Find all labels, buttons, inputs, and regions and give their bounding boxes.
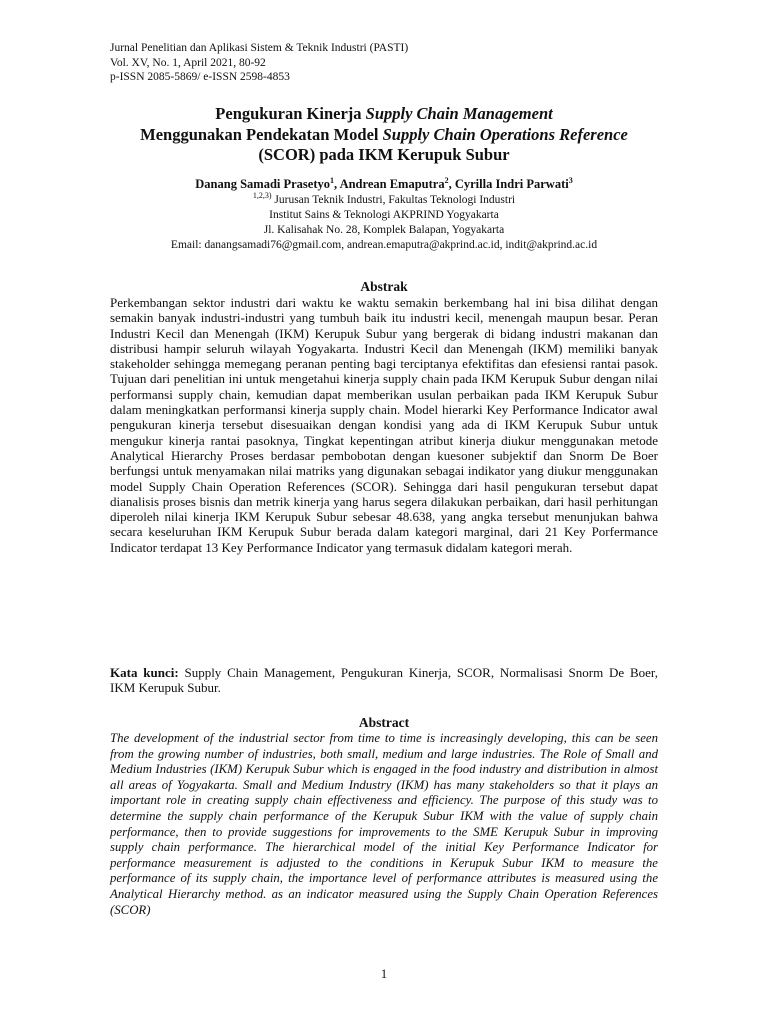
journal-issn: p-ISSN 2085-5869/ e-ISSN 2598-4853 <box>110 71 290 83</box>
affiliation-block <box>80 193 688 253</box>
paper-title <box>80 104 688 166</box>
keywords-text: Supply Chain Management, Pengukuran Kinerja, SCOR, Normalisasi Snorm De Boer, IKM Kerupuk Subur. <box>110 665 658 696</box>
author-emails: Email: danangsamadi76@gmail.com, andrean.emaputra@akprind.ac.id, indit@akprind.ac.id <box>170 239 598 251</box>
abstract-body: The development of the industrial sector from time to time is increasingly developing, this can be seen from the growing number of industries, both small, medium and large industries. The Role of Small and Medium Industries (IKM) Kerupuk Subur which is engaged in the food industry and distribution in almost all areas of Yogyakarta. Small and Medium Industry (IKM) has many stakeholders so that it plays an important role in creating supply chain effectiveness and efficiency. The purpose of this study was to determine the supply chain performance of the Kerupuk Subur IKM with the value of supply chain performance, then to provide suggestions for improvements to the SME Kerupuk Subur in improving supply chain performance. The hierarchical model of the initial Key Performance Indicator for performance measurement is adjusted to the conditions in Kerupuk Subur IKM to measure the performance of its supply chain, the importance level of performance attributes is measured using the Analytical Hierarchy method. as an indicator measured using the Supply Chain Operation References (SCOR) <box>110 731 658 917</box>
title-line-3: (SCOR) pada IKM Kerupuk Subur <box>258 145 510 164</box>
author-2: Andrean Emaputra <box>339 177 445 191</box>
keywords-label: Kata kunci: <box>110 665 179 680</box>
journal-volume: Vol. XV, No. 1, April 2021, 80-92 <box>110 56 266 69</box>
title-line-2: Menggunakan Pendekatan Model Supply Chain Operations Reference <box>140 124 628 144</box>
abstrak-heading: Abstrak <box>360 279 408 294</box>
author-3: Cyrilla Indri Parwati <box>454 177 569 191</box>
abstract-heading: Abstract <box>358 715 410 730</box>
author-list: Danang Samadi Prasetyo$^1$, Andrean Emaputra$^2$, Cyrilla Indri Parwati$^3$ <box>195 176 573 191</box>
author-1: Danang Samadi Prasetyo <box>195 177 331 191</box>
journal-header <box>110 41 408 85</box>
affiliation-institute: Institut Sains & Teknologi AKPRIND Yogyakarta <box>269 209 499 221</box>
abstrak-body: Perkembangan sektor industri dari waktu ke waktu semakin berkembang hal ini bisa dilihat dengan semakin banyak industri-industri yang tumbuh baik itu industri kecil, menengah maupun besar. Peran Industri Kecil dan Menengah (IKM) Kerupuk Subur yang bergerak di bidang industri makanan dan distribusi hampir seluruh wilayah Yogyakarta. Industri Kecil dan Menengah (IKM) memiliki banyak stakeholder sehingga memegang peranan penting bagi terciptanya efektifitas dan efesiensi rantai pasok. Tujuan dari penelitian ini untuk mengetahui kinerja supply chain pada IKM Kerupuk Subur dengan nilai performansi supply chain, kemudian dapat memberikan usulan perbaikan pada IKM Kerupuk Subur dalam meningkatkan performansi kinerja supply chain. Model hierarki Key Performance Indicator awal pengukuran kinerja tersebut disesuaikan dengan kondisi yang ada di IKM Kerupuk Subur untuk mengukur kinerja rantai pasoknya, Tingkat kepentingan atribut kinerja diukur menggunakan metode Analytical Hierarchy Proses berdasar pembobotan dengan kuesoner subjektif dan Snorm De Boer berfungsi untuk menyamakan nilai matriks yang digunakan sebagai indikator yang diukur menggunakan model Supply Chain Operation References (SCOR). Sehingga dari hasil pengukuran tersebut dapat dianalisis proses bisnis dan metrik kinerja yang harus segera dilakukan perbaikan, dari hasil perhitungan diperoleh nilai kinerja IKM Kerupuk Subur sebesar 48.638, yang angka tersebut menunjukan bahwa secara keseluruhan IKM Kerupuk Subur berada dalam kategori marginal, dari 21 Key Porfermance Indicator terdapat 13 Key Performance Indicator yang termasuk didalam kategori merah. <box>110 295 658 555</box>
page-number: 1 <box>380 967 388 981</box>
keywords <box>110 665 658 696</box>
title-line-1: Pengukuran Kinerja Supply Chain Management <box>215 104 553 123</box>
affiliation-department: $^{1,2,3)}$ Jurusan Teknik Industri, Fakultas Teknologi Industri <box>252 191 516 206</box>
affiliation-address: Jl. Kalisahak No. 28, Komplek Balapan, Yogyakarta <box>263 224 505 236</box>
journal-name: Jurnal Penelitian dan Aplikasi Sistem & Teknik Industri (PASTI) <box>110 42 409 54</box>
